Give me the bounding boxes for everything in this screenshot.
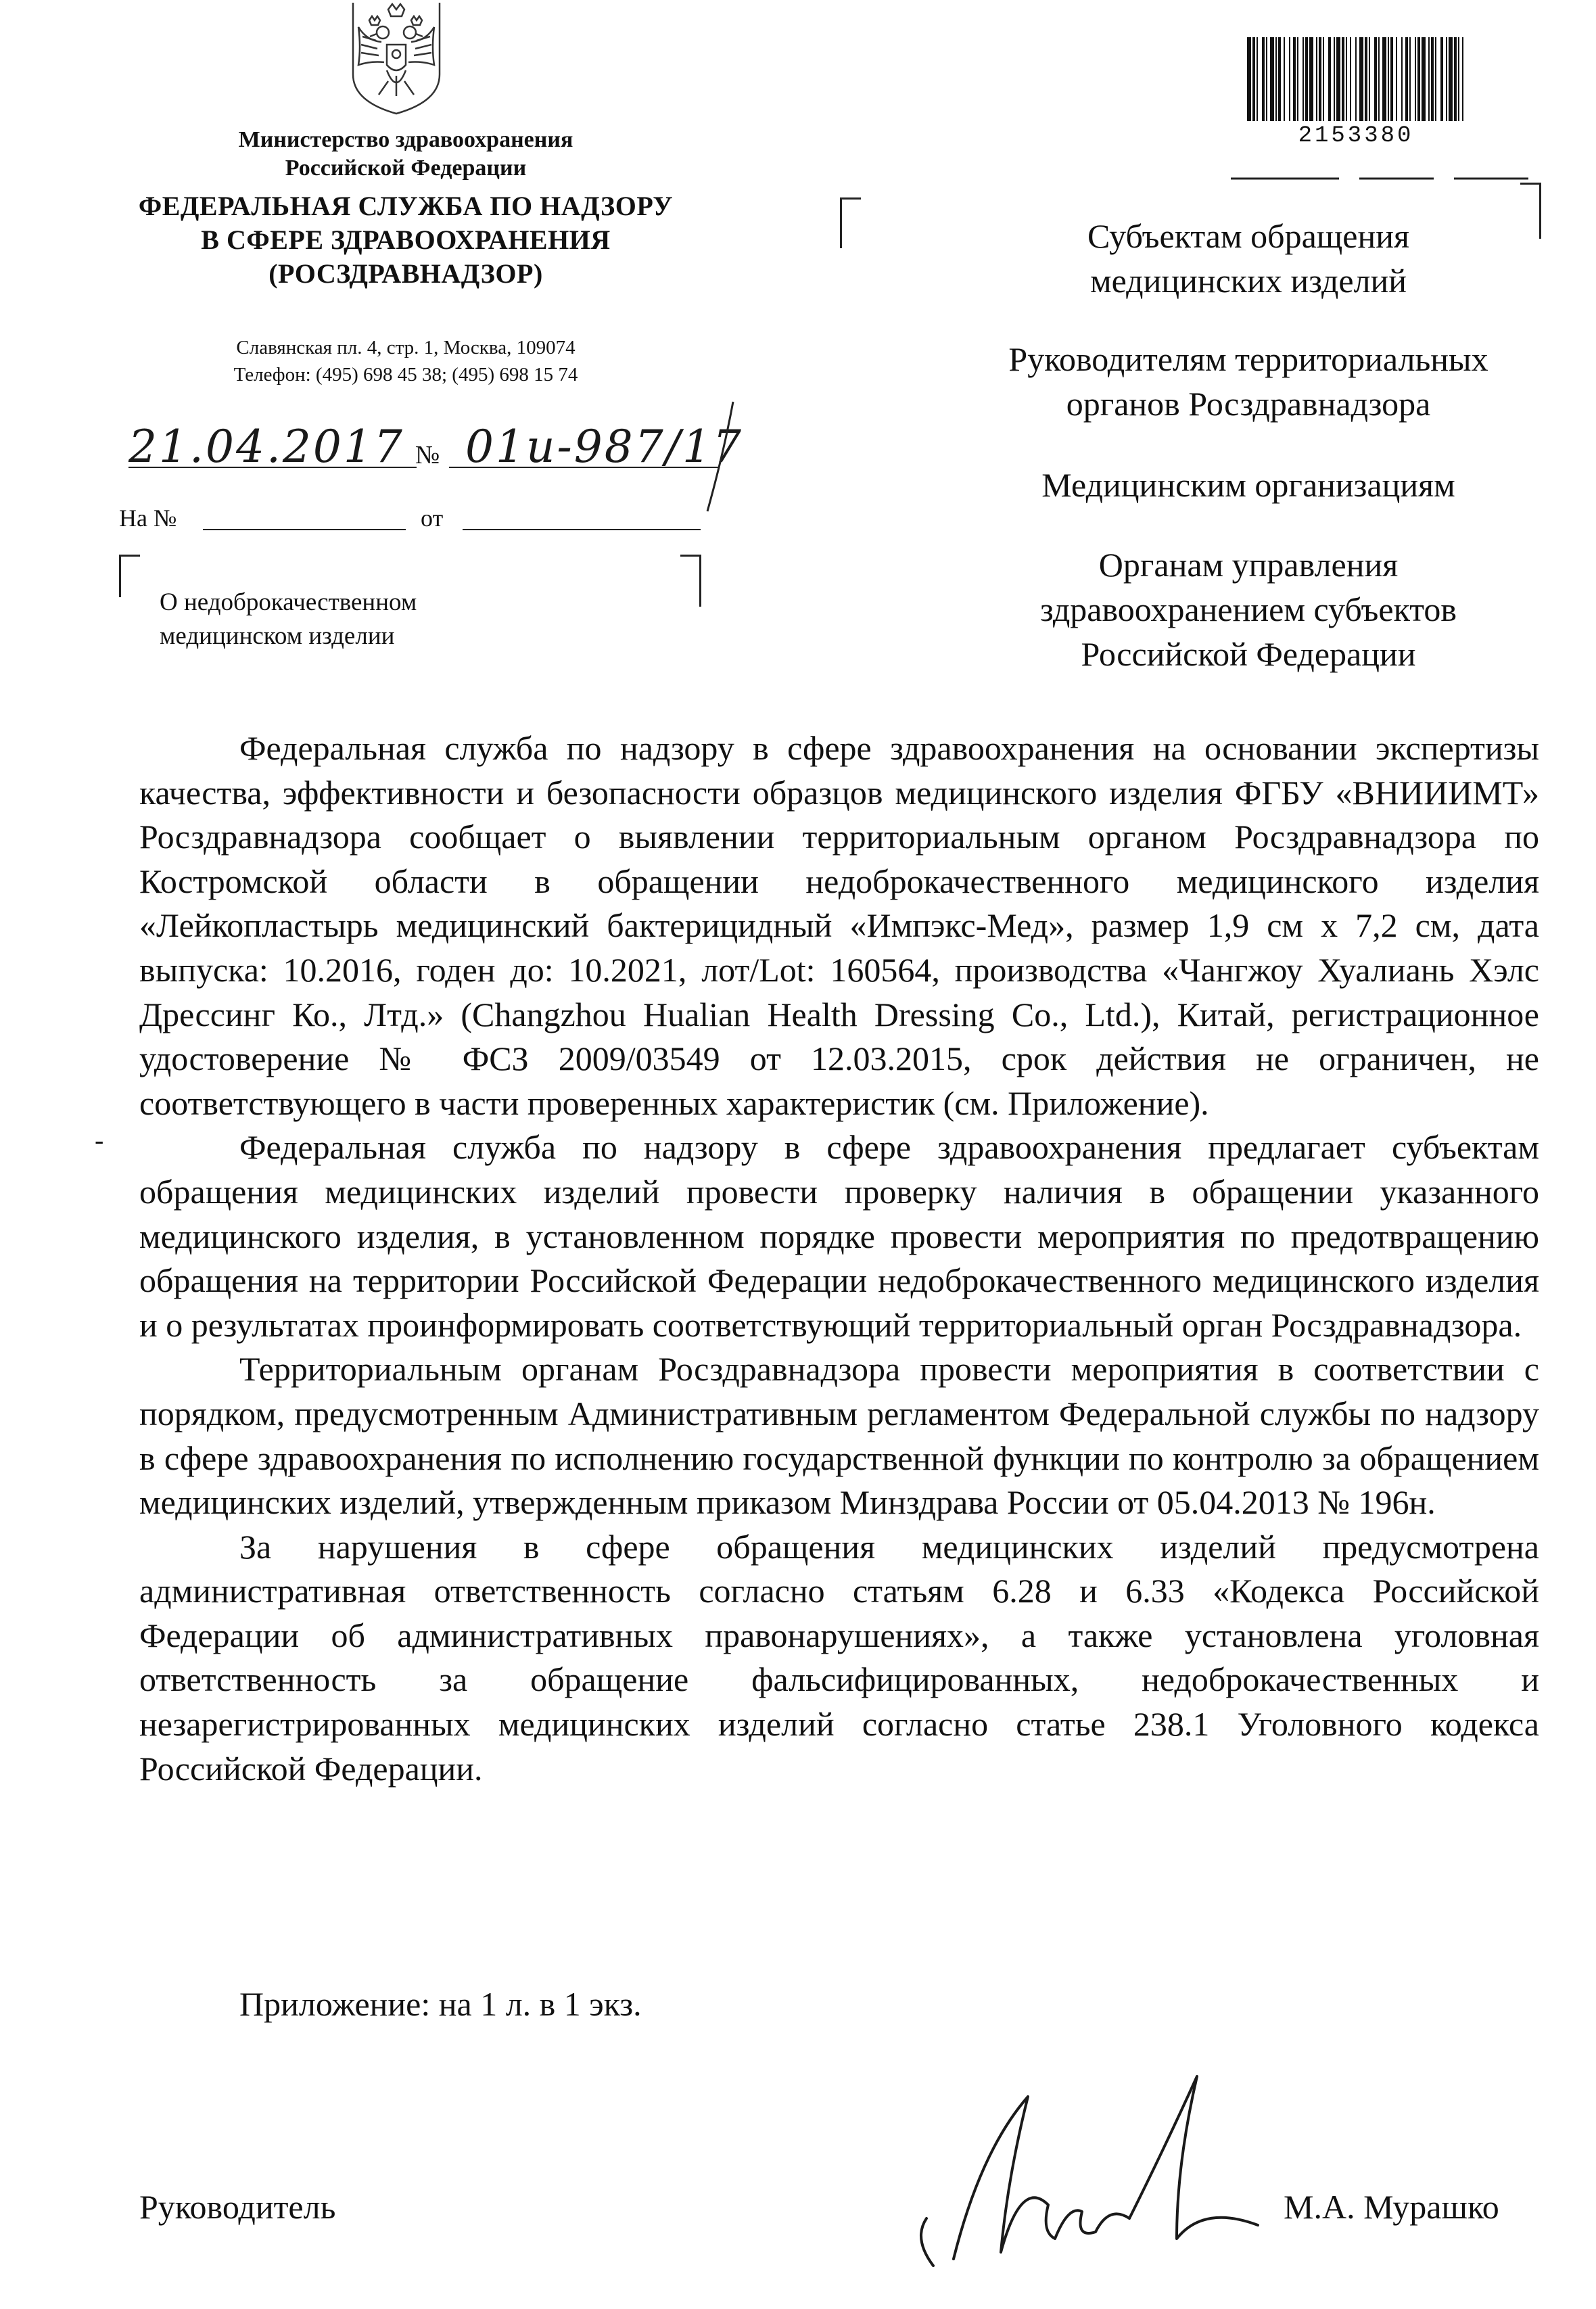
service-line-1: ФЕДЕРАЛЬНАЯ СЛУЖБА ПО НАДЗОРУ	[138, 191, 674, 221]
subject-line-1: О недоброкачественном	[160, 588, 417, 616]
barcode-number: 2153380	[1298, 123, 1414, 149]
registration-number: 01и-987/17	[465, 421, 743, 473]
number-slash-mark	[703, 399, 737, 514]
addressee-top-rule	[1231, 177, 1528, 180]
body-paragraph-2: Федеральная служба по надзору в сфере здравоохранения предлагает субъектам обращения медицинских изделий провести проверку наличия в обращении указанного медицинского изделия, в установленном порядке провести мероприятия по предотвращению обращения на территории Российской Федерации недоброкачественного медицинского изделия и о результатах проинформировать соответствующий территориальный орган Росздравнадзора.	[139, 1128, 1539, 1344]
addressee-3-line-1: Медицинским организациям	[1041, 466, 1455, 504]
subject-line-2: медицинском изделии	[160, 622, 395, 650]
sender-address	[108, 334, 703, 388]
number-underline	[449, 467, 720, 468]
addressee-1-line-1: Субъектам обращения	[1087, 217, 1409, 255]
number-sign: №	[415, 441, 440, 469]
addressee-4	[903, 542, 1593, 676]
addressee-4-line-2: здравоохранением субъектов	[1039, 590, 1457, 628]
subject-bracket-right	[680, 555, 701, 607]
coat-of-arms-icon	[346, 0, 446, 116]
body-paragraph-4: За нарушения в сфере обращения медицинских изделий предусмотрена административная ответственность согласно статьям 6.28 и 6.33 «Кодекса Российской Федерации об административных правонарушениях», а также установлена уголовная ответственность за обращение фальсифицированных, недоброкачественных и незарегистрированных медицинских изделий согласно статье 238.1 Уголовного кодекса Российской Федерации.	[139, 1527, 1539, 1788]
addressee-4-line-1: Органам управления	[1098, 546, 1399, 584]
registration-date: 21.04.2017	[128, 421, 404, 473]
addressee-2-line-2: органов Росздравнадзора	[1066, 385, 1431, 423]
addressee-2	[903, 337, 1593, 426]
addressee-bracket-left	[840, 197, 861, 248]
date-underline	[128, 467, 417, 468]
handwritten-signature-icon	[906, 2070, 1285, 2272]
service-line-3: (РОСЗДРАВНАДЗОР)	[268, 258, 543, 289]
body-paragraph-1: Федеральная служба по надзору в сфере здравоохранения на основании экспертизы качества, эффективности и безопасности образцов медицинского изделия ФГБУ «ВНИИИМТ» Росздравнадзора сообщает о выявлении территориальным органом Росздравнадзора по Костромской области в обращении недоброкачественного медицинского изделия «Лейкопластырь медицинский бактерицидный «Импэкс-Мед», размер 1,9 см х 7,2 см, дата выпуска: 10.2016, годен до: 10.2021, лот/Lot: 160564, производства «Чангжоу Хуалиань Хэлс Дрессинг Ко., Лтд.» (Changzhou Hualian Health Dressing Co., Ltd.), Китай, регистрационное удостоверение № ФСЗ 2009/03549 от 12.03.2015, срок действия не ограничен, не соответствующего в части проверенных характеристик (см. Приложение).	[139, 729, 1539, 1122]
ministry-line-2: Российской Федерации	[285, 156, 527, 181]
reference-number-label: На №	[119, 505, 177, 532]
address-line-1: Славянская пл. 4, стр. 1, Москва, 109074	[236, 337, 576, 358]
ministry-line-1: Министерство здравоохранения	[238, 127, 573, 152]
reference-from-label: от	[421, 505, 444, 532]
margin-dash-mark: -	[95, 1125, 104, 1155]
barcode-icon	[1244, 34, 1468, 135]
service-name	[95, 189, 717, 291]
addressee-1-line-2: медицинских изделий	[1089, 262, 1407, 300]
body-paragraph-3: Территориальным органам Росздравнадзора провести мероприятия в соответствии с порядком, предусмотренным Административным регламентом Федеральной службы по надзору в сфере здравоохранения по исполнению государственной функции по контролю за обращением медицинских изделий, утвержденным приказом Минздрава России от 05.04.2013 № 196н.	[139, 1350, 1539, 1522]
subject-bracket-left	[119, 555, 140, 597]
ministry-name	[108, 126, 703, 183]
signer-name: М.А. Мурашко	[1284, 2188, 1499, 2226]
addressee-3	[903, 463, 1593, 507]
appendix-note: Приложение: на 1 л. в 1 экз.	[239, 1985, 642, 2023]
letter-subject	[160, 586, 417, 653]
addressee-1	[903, 214, 1593, 303]
reference-date-blank	[463, 529, 701, 530]
letter-body	[139, 726, 1539, 1791]
service-line-2: В СФЕРЕ ЗДРАВООХРАНЕНИЯ	[201, 225, 611, 255]
address-line-2: Телефон: (495) 698 45 38; (495) 698 15 74	[233, 364, 578, 386]
addressee-2-line-1: Руководителям территориальных	[1008, 340, 1488, 378]
signer-title: Руководитель	[139, 2188, 336, 2226]
reference-number-blank	[203, 529, 406, 530]
addressee-4-line-3: Российской Федерации	[1081, 635, 1416, 673]
